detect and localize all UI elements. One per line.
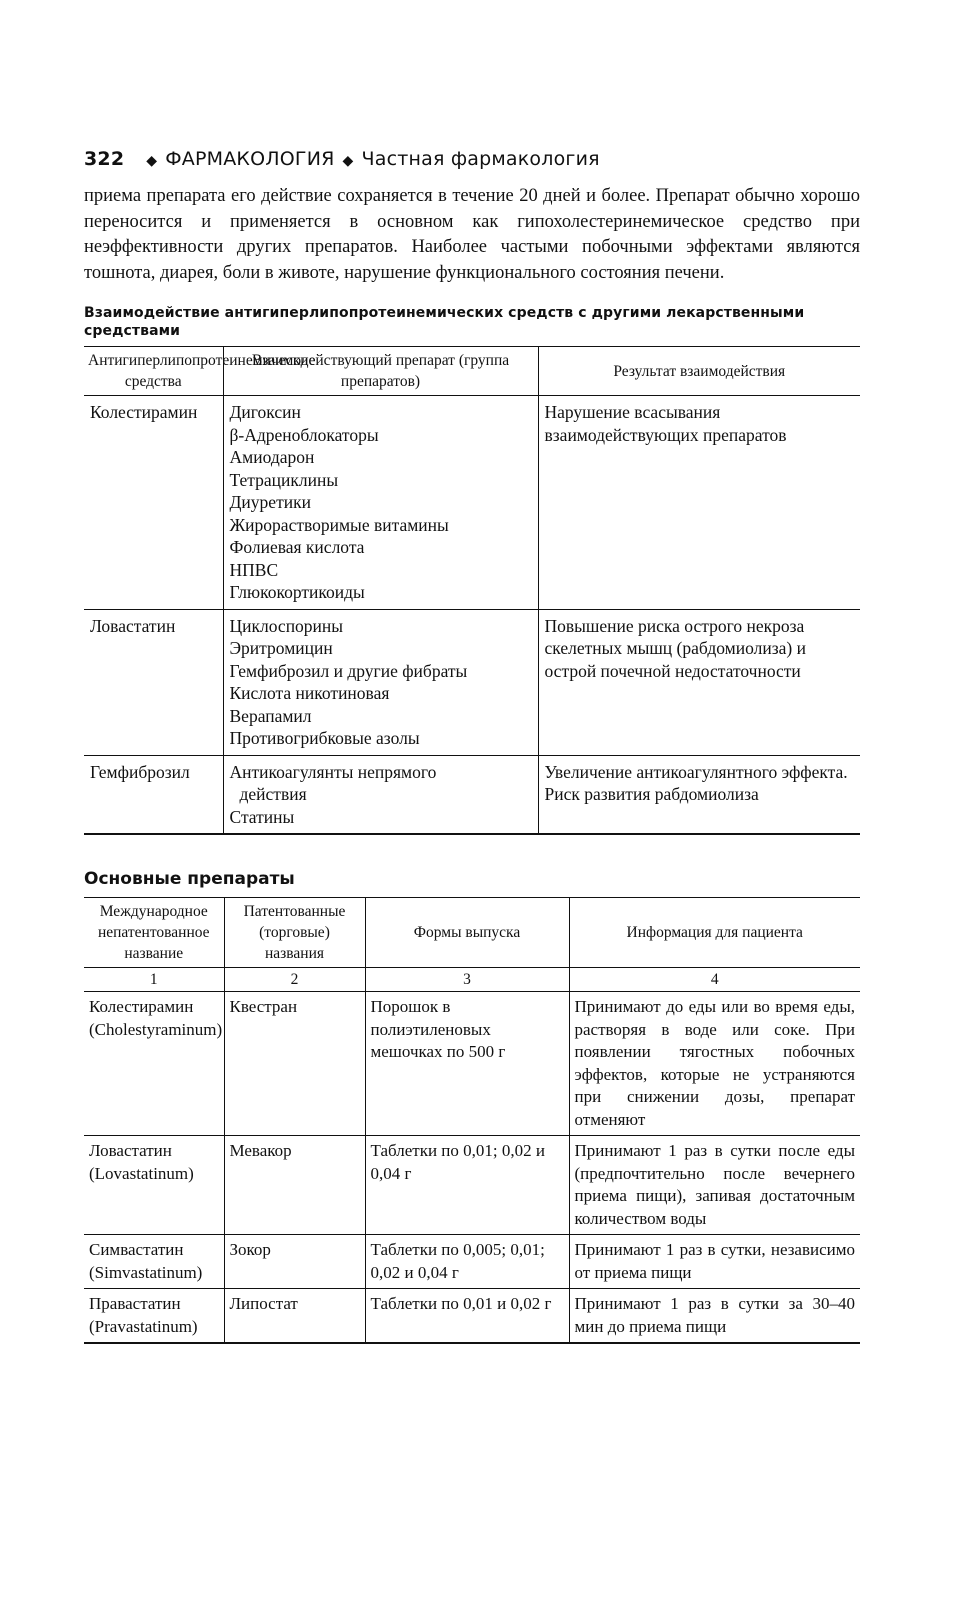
book-title: ФАРМАКОЛОГИЯ <box>165 148 335 170</box>
table-row <box>84 609 860 755</box>
patient-info-cell: Принимают до еды или во время еды, растворяя в воде или соке. При появлении тягостных побочных эффектов, которые не устраняются при снижении дозы, препарат отменяют <box>569 992 860 1136</box>
table-row <box>84 396 860 610</box>
patient-info-cell: Принимают 1 раз в сутки за 30–40 мин до приема пищи <box>569 1289 860 1344</box>
drug-line: Статины <box>229 806 295 827</box>
drugs-cell <box>223 609 538 755</box>
column-header: Результат взаимодействия <box>538 347 860 396</box>
column-number: 1 <box>84 968 224 992</box>
drug-line: НПВС <box>229 559 279 580</box>
page-number: 322 <box>84 148 125 170</box>
drug-line: действия <box>239 784 307 804</box>
drug-line: Кислота никотиновая <box>229 683 390 703</box>
column-header: Патентованные (торговые) названия <box>224 898 365 968</box>
column-header: Взаимодействующий препарат (группа препаратов) <box>223 347 538 396</box>
table-row <box>84 1136 860 1235</box>
drugs-cell <box>223 755 538 834</box>
drug-line: Антикоагулянты непрямого <box>229 761 437 782</box>
diamond-icon: ◆ <box>146 153 158 169</box>
column-header: Антигиперлипопротеинемические средства <box>84 347 223 396</box>
drug-line: Эритромицин <box>229 638 333 658</box>
column-number: 4 <box>569 968 860 992</box>
table-row <box>84 1289 860 1344</box>
drug-line: β-Адреноблокаторы <box>229 424 379 445</box>
result-cell: Повышение риска острого некроза скелетных мышц (рабдомиолиза) и острой почечной недостаточности <box>538 609 860 755</box>
drug-line: Противогрибковые азолы <box>229 728 420 748</box>
drugs-table <box>84 897 860 1344</box>
table-header-row <box>84 898 860 968</box>
drug-line: Фолиевая кислота <box>229 537 365 557</box>
column-header: Международное непатентованное название <box>84 898 224 968</box>
interaction-table-caption: Взаимодействие антигиперлипопротеинемических средств с другими лекарственными средствами <box>84 305 805 339</box>
drug-line: Верапамил <box>229 705 312 726</box>
forms-cell: Таблетки по 0,01; 0,02 и 0,04 г <box>365 1136 569 1235</box>
inn-cell: Колестирамин (Cholestyraminum) <box>84 992 224 1136</box>
agent-cell: Колестирамин <box>84 396 223 610</box>
agent-cell: Ловастатин <box>84 609 223 755</box>
drug-line: Амиодарон <box>229 447 315 467</box>
column-number: 3 <box>365 968 569 992</box>
forms-cell: Порошок в полиэтиленовых мешочках по 500 г <box>365 992 569 1136</box>
book-page <box>84 148 860 1344</box>
drug-line: Глюкокортикоиды <box>229 582 365 602</box>
intro-paragraph: приема препарата его действие сохраняется в течение 20 дней и более. Препарат обычно хорошо переносится и применяется в основном как гипохолестеринемическое средство при неэффективности других препаратов. Наиболее частыми побочными эффектами являются тошнота, диарея, боли в животе, нарушение функционального состояния печени. <box>84 186 860 283</box>
inn-cell: Ловастатин (Lovastatinum) <box>84 1136 224 1235</box>
table-row <box>84 755 860 834</box>
drug-line: Гемфиброзил и другие фибраты <box>229 660 468 681</box>
inn-cell: Правастатин (Pravastatinum) <box>84 1289 224 1344</box>
trade-name-cell: Липостат <box>224 1289 365 1344</box>
trade-name-cell: Зокор <box>224 1235 365 1289</box>
table-header-row <box>84 347 860 396</box>
table-row <box>84 1235 860 1289</box>
column-header: Формы выпуска <box>365 898 569 968</box>
column-number: 2 <box>224 968 365 992</box>
drug-line: Жирорастворимые витамины <box>229 514 449 535</box>
running-header <box>84 148 860 178</box>
diamond-icon: ◆ <box>342 153 354 169</box>
patient-info-cell: Принимают 1 раз в сутки, независимо от приема пищи <box>569 1235 860 1289</box>
column-number-row <box>84 968 860 992</box>
inn-cell: Симвастатин (Simvastatinum) <box>84 1235 224 1289</box>
trade-name-cell: Квестран <box>224 992 365 1136</box>
section-title: Частная фармакология <box>361 148 600 170</box>
table-row <box>84 992 860 1136</box>
result-cell: Нарушение всасывания взаимодействующих препаратов <box>538 396 860 610</box>
forms-cell: Таблетки по 0,01 и 0,02 г <box>365 1289 569 1344</box>
drug-line: Дигоксин <box>229 402 301 422</box>
result-cell: Увеличение антикоагулянтного эффекта. Риск развития рабдомиолиза <box>538 755 860 834</box>
drug-line: Циклоспорины <box>229 615 344 636</box>
agent-cell: Гемфиброзил <box>84 755 223 834</box>
interaction-table <box>84 346 860 835</box>
drug-line: Диуретики <box>229 492 311 512</box>
drug-line: Тетрациклины <box>229 469 339 490</box>
drugs-table-title: Основные препараты <box>84 869 295 889</box>
drugs-cell <box>223 396 538 610</box>
patient-info-cell: Принимают 1 раз в сутки после еды (предпочтительно после вечернего приема пищи), запивая достаточным количеством воды <box>569 1136 860 1235</box>
trade-name-cell: Мевакор <box>224 1136 365 1235</box>
column-header: Информация для пациента <box>569 898 860 968</box>
forms-cell: Таблетки по 0,005; 0,01; 0,02 и 0,04 г <box>365 1235 569 1289</box>
